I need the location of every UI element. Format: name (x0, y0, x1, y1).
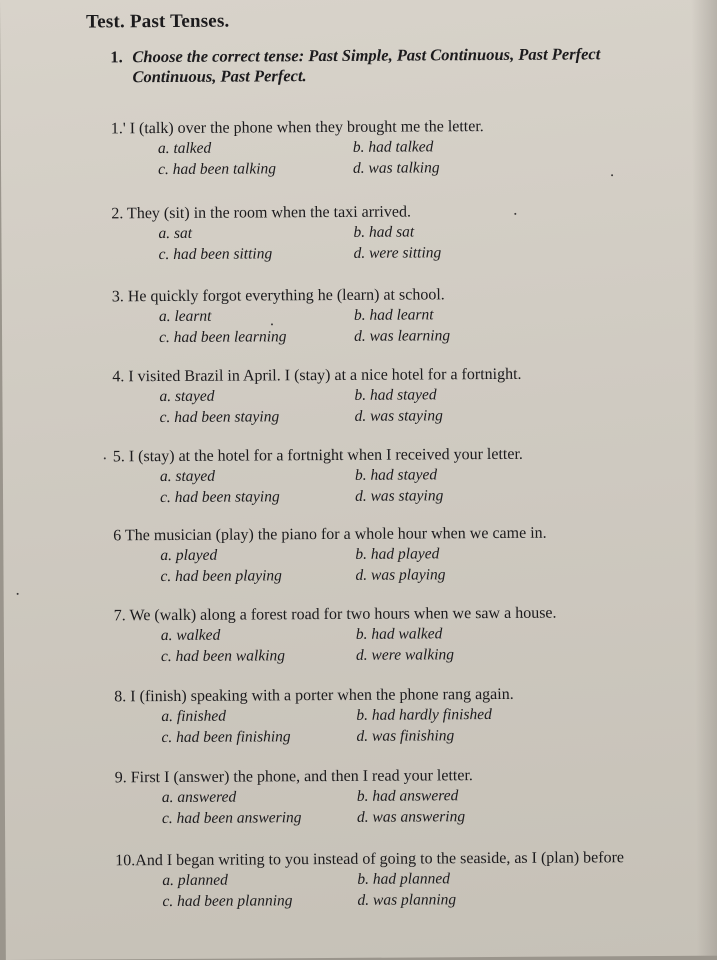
option-c: c. had been answering (161, 809, 302, 828)
option-a: a. stayed (159, 467, 216, 486)
question-9 (114, 765, 695, 828)
option-c: c. had been staying (159, 488, 280, 507)
question-text: 2. They (sit) in the room when the taxi arrived. (111, 203, 411, 223)
option-a: a. talked (157, 139, 212, 158)
page-title: Test. Past Tenses. (86, 10, 230, 33)
option-d: d. was playing (355, 566, 446, 584)
option-a: a. stayed (159, 387, 215, 406)
option-c: c. had been learning (159, 328, 287, 347)
question-6 (113, 523, 693, 586)
question-10 (115, 848, 695, 911)
option-d: d. was staying (354, 407, 443, 425)
paper-speck (271, 323, 273, 325)
paper-edge-shadow (691, 0, 717, 956)
instruction-number: 1. (110, 47, 123, 67)
paper-speck (17, 593, 19, 595)
option-c: c. had been finishing (161, 728, 291, 747)
option-b: b. had learnt (353, 306, 434, 324)
option-d: d. was learning (354, 327, 451, 345)
question-8 (114, 684, 694, 747)
option-b: b. had walked (355, 625, 443, 643)
instruction-line-2: Continuous, Past Perfect. (132, 66, 307, 87)
paper-speck (611, 174, 613, 176)
option-c: c. had been sitting (158, 245, 273, 264)
paper-speck (104, 457, 106, 459)
option-c: c. had been walking (160, 647, 286, 666)
question-7 (113, 603, 694, 666)
option-d: d. was finishing (356, 727, 455, 745)
option-c: c. had been planning (162, 892, 293, 911)
option-b: b. had stayed (354, 466, 438, 484)
question-text: 6 The musician (play) the piano for a whole hour when we came in. (113, 524, 547, 545)
question-text: 5. I (stay) at the hotel for a fortnight when I received your letter. (112, 445, 523, 466)
option-a: a. planned (162, 871, 228, 890)
option-a: a. played (160, 546, 218, 565)
option-b: b. had stayed (354, 386, 437, 404)
question-text: 8. I (finish) speaking with a porter when the phone rang again. (114, 685, 514, 706)
option-a: a. finished (161, 707, 227, 726)
instruction (110, 44, 670, 87)
option-b: b. had planned (357, 870, 450, 888)
option-b: b. had hardly finished (356, 706, 492, 724)
option-b: b. had played (355, 545, 440, 563)
question-text: 7. We (walk) along a forest road for two hours when we saw a house. (113, 604, 557, 625)
question-3 (111, 284, 692, 347)
question-text: 10.And I began writing to you instead of going to the seaside, as I (plan) before (115, 849, 625, 870)
question-5 (112, 444, 693, 507)
question-1 (110, 116, 691, 179)
question-text: 4. I visited Brazil in April. I (stay) at a nice hotel for a fortnight. (112, 365, 522, 386)
question-text: 1.' I (talk) over the phone when they brought me the letter. (110, 118, 484, 138)
option-a: a. walked (160, 626, 221, 645)
option-b: b. had talked (352, 138, 434, 156)
question-text: 9. First I (answer) the phone, and then I read your letter. (114, 767, 473, 787)
option-b: b. had sat (353, 223, 415, 241)
option-d: d. were sitting (353, 244, 442, 262)
option-a: a. answered (161, 788, 237, 807)
option-d: d. was answering (356, 808, 466, 826)
question-2 (111, 201, 691, 264)
option-a: a. sat (158, 224, 193, 243)
question-4 (112, 364, 692, 427)
option-d: d. was talking (352, 159, 440, 177)
question-text: 3. He quickly forgot everything he (learn) at school. (111, 286, 445, 306)
option-c: c. had been staying (159, 408, 280, 427)
instruction-line-1: Choose the correct tense: Past Simple, Past Continuous, Past Perfect (132, 44, 601, 67)
option-a: a. learnt (158, 307, 212, 326)
option-c: c. had been talking (157, 160, 277, 179)
option-b: b. had answered (356, 787, 459, 805)
option-c: c. had been playing (160, 567, 282, 586)
option-d: d. was staying (354, 487, 444, 505)
option-d: d. were walking (355, 646, 455, 664)
paper-speck (514, 213, 516, 215)
option-d: d. was planning (357, 891, 457, 909)
